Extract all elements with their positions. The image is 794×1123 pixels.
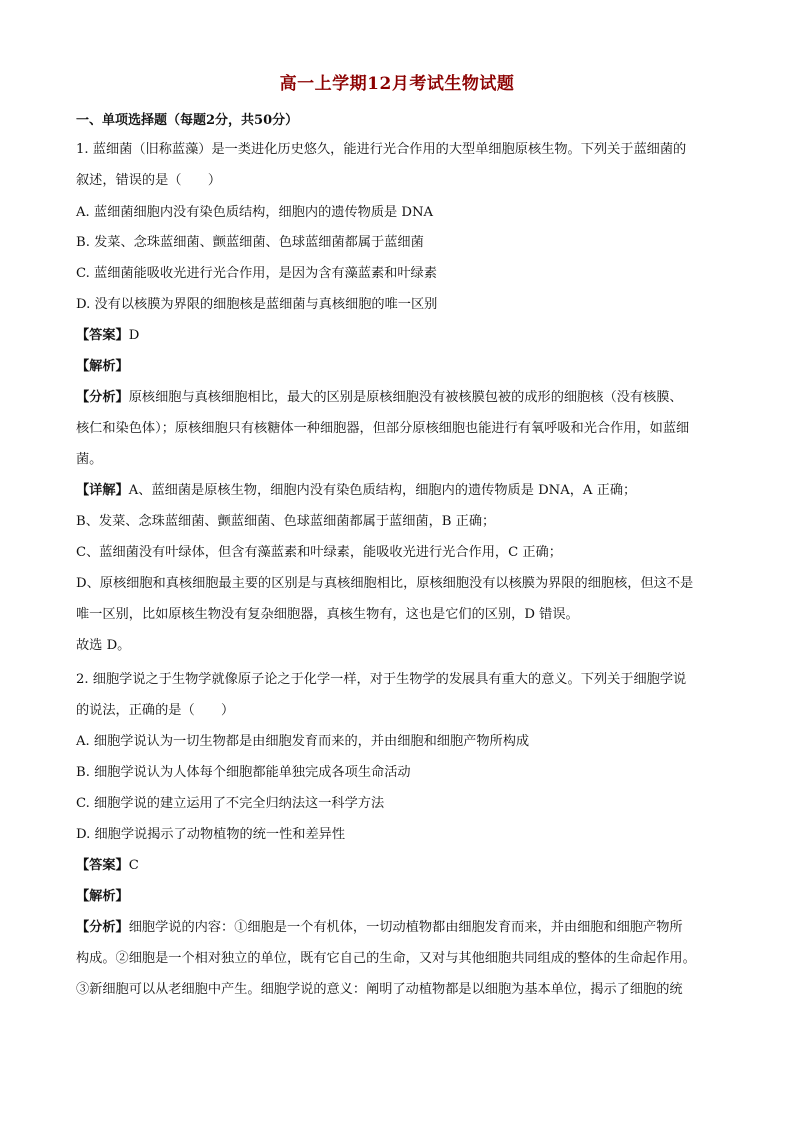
question-2-analysis-tag: 【解析】 — [76, 889, 129, 904]
question-1-stem-line-1: 1. 蓝细菌（旧称蓝藻）是一类进化历史悠久，能进行光合作用的大型单细胞原核生物。下列关于蓝细菌的 — [76, 142, 687, 157]
answer-tag: 【答案】 — [76, 328, 129, 343]
question-1-fenxi-line-3: 菌。 — [76, 452, 103, 467]
section-heading: 一、单项选择题（每题2分，共50分） — [76, 113, 299, 128]
question-2-answer — [76, 856, 726, 876]
question-1-option-a: A. 蓝细菌细胞内没有染色质结构，细胞内的遗传物质是 DNA — [76, 205, 434, 220]
fenxi-tag: 【分析】 — [76, 920, 129, 935]
question-2-option-b: B. 细胞学说认为人体每个细胞都能单独完成各项生命活动 — [76, 765, 411, 780]
answer-tag: 【答案】 — [76, 858, 129, 873]
question-1-fenxi-line-1 — [76, 388, 726, 408]
question-1-answer — [76, 326, 726, 346]
answer-value: C — [128, 858, 139, 873]
question-1-option-b: B. 发菜、念珠蓝细菌、颤蓝细菌、色球蓝细菌都属于蓝细菌 — [76, 235, 424, 250]
xiangjie-text: A、蓝细菌是原核生物，细胞内没有染色质结构，细胞内的遗传物质是 DNA，A 正确； — [128, 483, 637, 498]
question-1-option-d: D. 没有以核膜为界限的细胞核是蓝细菌与真核细胞的唯一区别 — [76, 297, 438, 312]
xiangjie-tag: 【详解】 — [76, 483, 129, 498]
question-1-stem-line-2: 叙述，错误的是（ ） — [76, 173, 222, 188]
question-1-conclusion: 故选 D。 — [76, 638, 131, 653]
fenxi-text: 细胞学说的内容：①细胞是一个有机体，一切动植物都由细胞发育而来，并由细胞和细胞产物所 — [128, 920, 683, 935]
question-1-analysis-tag: 【解析】 — [76, 359, 129, 374]
question-1-xiangjie-line-1 — [76, 481, 726, 501]
question-1-option-c: C. 蓝细菌能吸收光进行光合作用，是因为含有藻蓝素和叶绿素 — [76, 266, 437, 281]
answer-value: D — [128, 328, 140, 343]
page-title: 高一上学期12月考试生物试题 — [279, 74, 515, 94]
question-2-option-d: D. 细胞学说揭示了动物植物的统一性和差异性 — [76, 827, 346, 842]
question-2-fenxi-line-3: ③新细胞可以从老细胞中产生。细胞学说的意义：阐明了动植物都是以细胞为基本单位，揭示了细胞的统 — [76, 982, 683, 997]
question-2-stem-line-2: 的说法，正确的是（ ） — [76, 703, 235, 718]
question-1-fenxi-line-2: 核仁和染色体）；原核细胞只有核糖体一种细胞器，但部分原核细胞也能进行有氧呼吸和光合作用，如蓝细 — [76, 421, 690, 436]
fenxi-text: 原核细胞与真核细胞相比，最大的区别是原核细胞没有被核膜包被的成形的细胞核（没有核膜、 — [128, 390, 683, 405]
question-1-xiangjie-line-4: D、原核细胞和真核细胞最主要的区别是与真核细胞相比，原核细胞没有以核膜为界限的细胞核，但这不是 — [76, 576, 694, 591]
question-1-xiangjie-line-3: C、蓝细菌没有叶绿体，但含有藻蓝素和叶绿素，能吸收光进行光合作用，C 正确； — [76, 545, 562, 560]
question-2-option-a: A. 细胞学说认为一切生物都是由细胞发育而来的，并由细胞和细胞产物所构成 — [76, 734, 530, 749]
question-2-fenxi-line-2: 构成。②细胞是一个相对独立的单位，既有它自己的生命，又对与其他细胞共同组成的整体的生命起作用。 — [76, 951, 696, 966]
question-1-xiangjie-line-2: B、发菜、念珠蓝细菌、颤蓝细菌、色球蓝细菌都属于蓝细菌，B 正确； — [76, 514, 496, 529]
fenxi-tag: 【分析】 — [76, 390, 129, 405]
question-2-fenxi-line-1 — [76, 918, 726, 938]
question-2-stem-line-1: 2. 细胞学说之于生物学就像原子论之于化学一样，对于生物学的发展具有重大的意义。下列关于细胞学说 — [76, 672, 687, 687]
question-1-xiangjie-line-5: 唯一区别，比如原核生物没有复杂细胞器，真核生物有，这也是它们的区别，D 错误。 — [76, 607, 579, 622]
question-2-option-c: C. 细胞学说的建立运用了不完全归纳法这一科学方法 — [76, 796, 385, 811]
